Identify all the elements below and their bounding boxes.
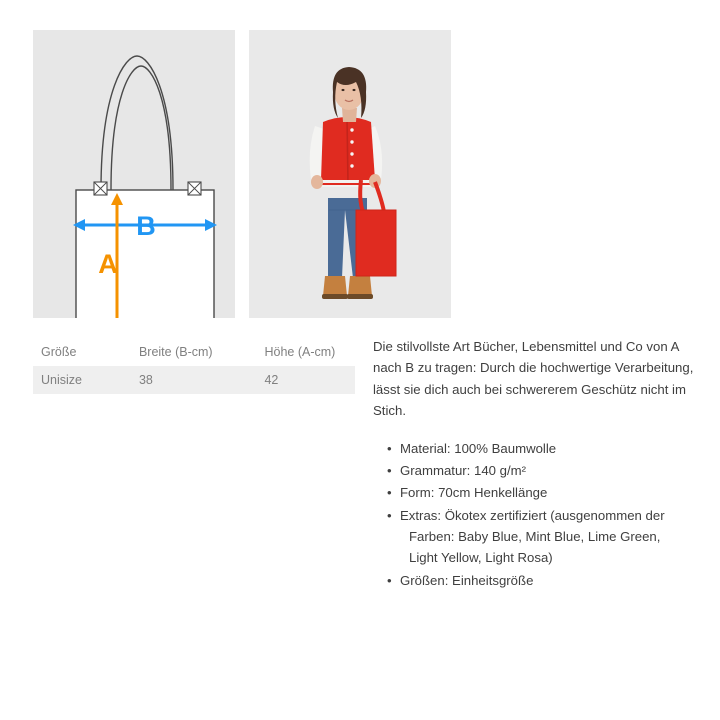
- cell-width: 38: [131, 366, 257, 394]
- model-photo-illustration: [249, 30, 451, 318]
- tote-bag-diagram: [33, 30, 235, 318]
- feature-text: Material: 100% Baumwolle: [400, 440, 557, 456]
- description-paragraph: Die stilvollste Art Bücher, Lebensmittel und Co von A nach B zu tragen: Durch die hochwertige Verarbeitung, lässt sie dich auch bei schwererem Geschütz nicht im Stich.: [373, 339, 694, 419]
- feature-text: Form: 70cm Henkellänge: [400, 485, 548, 501]
- list-item: [387, 460, 695, 481]
- feature-text: Extras: Ökotex zertifiziert (ausgenommen der: [400, 507, 665, 523]
- size-table: [33, 338, 355, 394]
- table-header-size: Größe: [33, 338, 131, 366]
- table-row: [33, 366, 355, 394]
- feature-text: Grammatur: 140 g/m²: [400, 462, 527, 478]
- list-item: [387, 438, 695, 459]
- feature-subline: Light Yellow, Light Rosa): [409, 550, 553, 566]
- model-photo-panel: [249, 30, 451, 318]
- table-header-width: Breite (B-cm): [131, 338, 257, 366]
- table-header-height: Höhe (A-cm): [256, 338, 355, 366]
- list-item: [387, 505, 695, 569]
- list-item: [387, 570, 695, 591]
- cell-height: 42: [256, 366, 355, 394]
- product-description: [373, 336, 695, 592]
- cell-size: Unisize: [33, 366, 131, 394]
- feature-list: [373, 438, 695, 592]
- feature-text: Größen: Einheitsgröße: [400, 572, 534, 588]
- size-diagram-panel: [33, 30, 235, 318]
- height-label: A: [98, 249, 118, 279]
- product-images-row: [33, 30, 451, 318]
- width-label: B: [136, 211, 156, 241]
- feature-subline: Farben: Baby Blue, Mint Blue, Lime Green,: [409, 529, 661, 544]
- list-item: [387, 482, 695, 503]
- table-header-row: [33, 338, 355, 366]
